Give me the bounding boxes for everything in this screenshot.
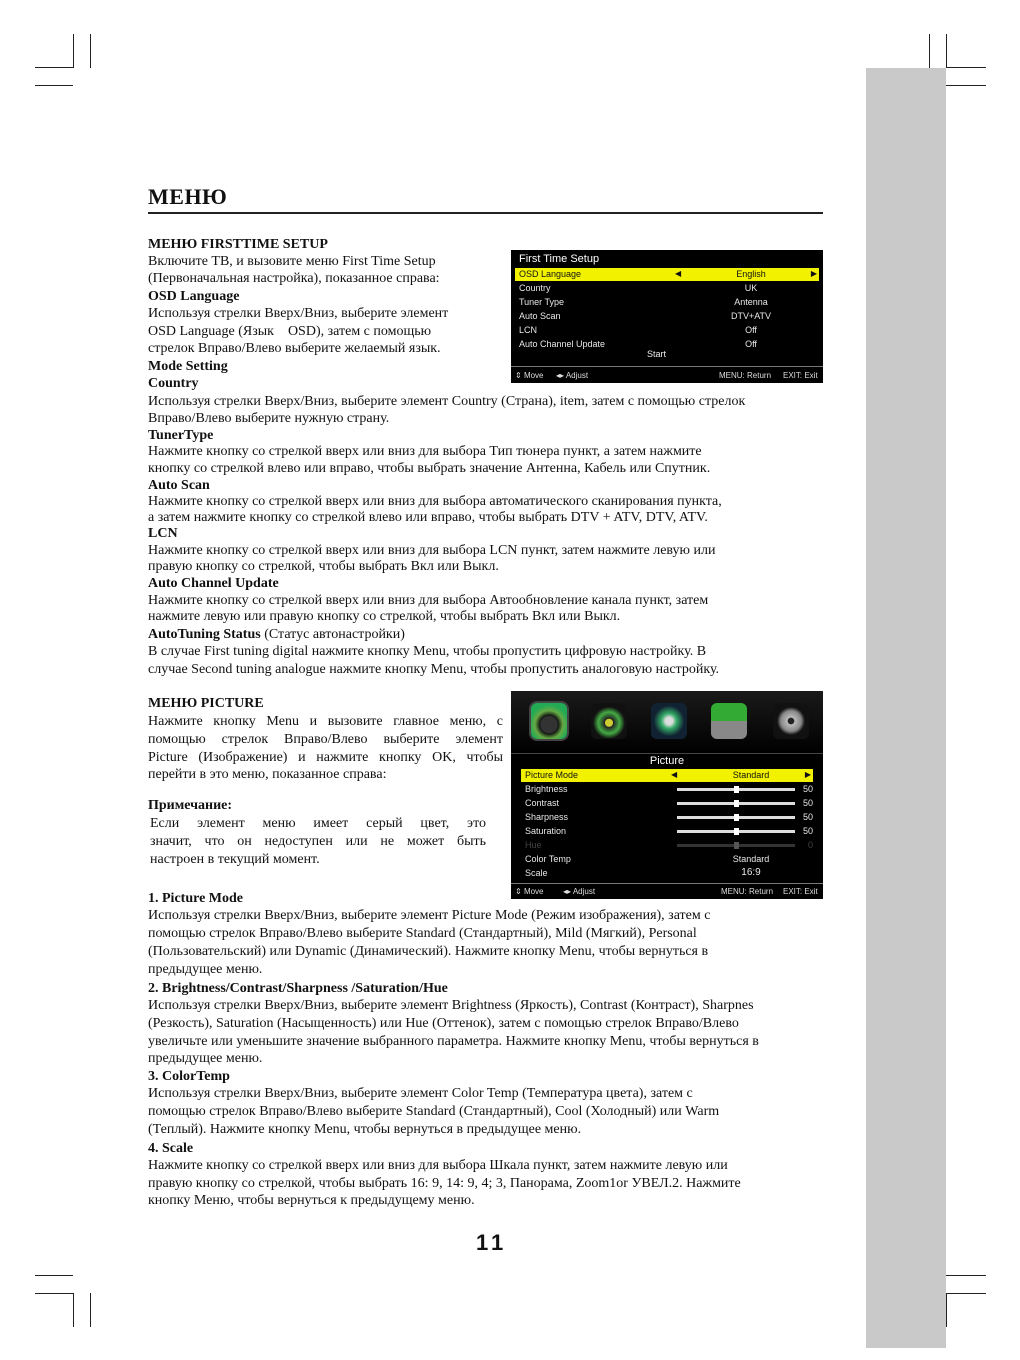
fts-row-label: OSD Language (519, 269, 582, 279)
crop-mark-bl-h2 (35, 1293, 73, 1294)
pic-row-value: Standard (732, 770, 770, 780)
scale-line-3: кнопку Меню, чтобы вернуться к предыдущему меню. (148, 1193, 475, 1208)
auto-scan-line-2: а затем нажмите кнопку со стрелкой влево или вправо, чтобы выбрать DTV + ATV, DTV, ATV. (148, 510, 708, 525)
note-line-3: настроен в текущий момент. (150, 852, 320, 867)
page-number: 11 (476, 1230, 508, 1255)
ats-line-2: случае Second tuning analogue нажмите кнопку Menu, чтобы пропустить аналоговую настройку. (148, 662, 720, 677)
pic-footer-move (515, 887, 544, 896)
pic-row-slider-disabled (521, 839, 813, 852)
fts-heading: МЕНЮ FIRSTTIME SETUP (148, 237, 328, 252)
acu-line-2: нажмите левую или правую кнопку со стрелкой, чтобы выбрать Вкл или Выкл. (148, 609, 621, 624)
pic-row-label: Picture Mode (525, 770, 579, 780)
note-line-2: значит, что он недоступен или не может быть (150, 834, 486, 849)
brightness-line-3: увеличьте или уменьшите значение выбранного параметра. Нажмите кнопку Menu, чтобы вернуться в (148, 1034, 759, 1049)
country-heading: Country (148, 376, 199, 391)
fts-row-value: UK (744, 283, 758, 293)
fts-row-auto-channel-update[interactable] (515, 338, 819, 351)
leftright-arrow-icon: ◂▸ (563, 887, 572, 896)
crop-mark-bl-h (35, 1275, 73, 1276)
tuner-line-2: кнопку со стрелкой влево или вправо, чтобы выбрать значение Антенна, Кабель или Спутник. (148, 461, 711, 476)
pic-row-value: 50 (802, 798, 813, 808)
hue-slider (677, 844, 795, 847)
right-arrow-icon[interactable]: ▶ (804, 770, 811, 779)
sound-menu-icon[interactable] (591, 703, 627, 739)
osd-line-3: стрелок Вправо/Влево выберите желаемый язык. (148, 341, 441, 356)
pic-footer-menu: MENU: Return (721, 887, 774, 896)
fts-screen-title: First Time Setup (519, 253, 600, 265)
note-heading: Примечание: (148, 798, 233, 813)
fts-row-label: Auto Channel Update (519, 339, 606, 349)
pic-row-value: Standard (732, 854, 770, 864)
scale-line-2: правую кнопку со стрелкой, чтобы выбрать 16: 9, 14: 9, 4; 3, Панорама, Zoom1or УВЕЛ.2. Нажмите (148, 1176, 741, 1191)
fts-row-value: Antenna (734, 297, 768, 307)
pic-row-label: Color Temp (525, 854, 571, 864)
footer-move-label: Move (523, 371, 544, 380)
fts-row-value: DTV+ATV (730, 311, 772, 321)
fts-intro-line-1: Включите ТВ, и вызовите меню First Time Setup (148, 254, 436, 269)
page-title: МЕНЮ (148, 184, 228, 209)
pic-row-value: 50 (802, 812, 813, 822)
fts-row-value: English (736, 269, 766, 279)
ats-line-1: В случае First tuning digital нажмите кнопку Menu, чтобы пропустить цифровую настройку. В (148, 644, 707, 659)
crop-mark-tl-v1 (73, 34, 74, 68)
osd-line-1: Используя стрелки Вверх/Вниз, выберите элемент (148, 306, 449, 321)
left-arrow-icon[interactable]: ◀ (671, 770, 678, 779)
slider-knob[interactable] (734, 814, 739, 821)
fts-row-tuner-type[interactable] (515, 296, 819, 309)
note-line-1: Если элемент меню имеет серый цвет, это (150, 816, 486, 831)
auto-scan-line-1: Нажмите кнопку со стрелкой вверх или вниз для выбора автоматического сканирования пункта, (148, 494, 722, 509)
picture-mode-line-3: (Пользовательский) или Dynamic (Динамический). Нажмите кнопку Menu, чтобы вернуться в (148, 944, 709, 959)
osd-language-heading: OSD Language (148, 289, 240, 304)
color-temp-line-3: (Теплый). Нажмите кнопку Menu, чтобы вернуться в предыдущее меню. (148, 1122, 582, 1137)
pic-footer-adjust (563, 887, 595, 896)
pic-row-value: 16:9 (741, 867, 761, 878)
fts-footer-rule (511, 366, 823, 367)
fts-row-osd-language[interactable] (515, 268, 819, 281)
footer-adjust-label: Adjust (565, 371, 589, 380)
fts-screen (511, 250, 823, 383)
brightness-heading: 2. Brightness/Contrast/Sharpness /Saturation/Hue (148, 981, 448, 996)
lock-menu-icon[interactable] (711, 703, 747, 739)
crop-mark-br-v2 (946, 1293, 947, 1327)
ats-heading-line (148, 626, 405, 644)
fts-row-label: LCN (519, 325, 538, 335)
title-rule (148, 212, 823, 214)
setup-menu-icon[interactable] (773, 703, 809, 739)
leftright-arrow-icon: ◂▸ (556, 371, 565, 380)
fts-row-lcn[interactable] (515, 324, 819, 337)
contrast-slider[interactable] (677, 802, 795, 805)
acu-heading: Auto Channel Update (148, 576, 279, 591)
pic-row-scale[interactable] (521, 867, 813, 880)
picture-mode-heading: 1. Picture Mode (148, 891, 243, 906)
footer-move-label: Move (523, 887, 544, 896)
crop-mark-tr-h2 (946, 85, 986, 86)
pic-row-label: Scale (525, 868, 548, 878)
crop-mark-tl-v2 (90, 34, 91, 68)
updown-arrow-icon: ⇕ (515, 371, 522, 380)
picture-menu-icon[interactable] (531, 703, 567, 739)
color-temp-line-1: Используя стрелки Вверх/Вниз, выберите элемент Color Temp (Температура цвета), затем с (148, 1086, 693, 1101)
slider-knob (734, 842, 739, 849)
pic-row-value: 50 (802, 826, 813, 836)
fts-footer-adjust (556, 371, 588, 380)
fts-footer-exit: EXIT: Exit (783, 371, 818, 380)
pic-row-label: Contrast (525, 798, 560, 808)
pic-row-label: Brightness (525, 784, 568, 794)
crop-mark-tr-h (946, 67, 986, 68)
mode-setting-heading: Mode Setting (148, 359, 228, 374)
country-line-2: Вправо/Влево выберите нужную страну. (148, 411, 390, 426)
tuner-line-1: Нажмите кнопку со стрелкой вверх или вниз для выбора Тип тюнера пункт, а затем нажмите (148, 444, 702, 459)
picture-intro-2: помощью стрелок Вправо/Влево выберите элемент (148, 732, 503, 747)
pic-row-color-temp[interactable] (521, 853, 813, 866)
pic-row-label: Saturation (525, 826, 567, 836)
picture-intro-4: перейти в это меню, показанное справа: (148, 767, 387, 782)
picture-mode-line-4: предыдущее меню. (148, 962, 263, 977)
right-arrow-icon[interactable]: ▶ (810, 269, 817, 278)
fts-intro-line-2: (Первоначальная настройка), показанное справа: (148, 271, 440, 286)
tuner-type-heading: TunerType (148, 428, 214, 443)
slider-knob[interactable] (734, 800, 739, 807)
picture-intro-3: Picture (Изображение) и нажмите кнопку OK, чтобы (148, 750, 503, 765)
crop-mark-bl-v2 (90, 1293, 91, 1327)
slider-knob[interactable] (734, 786, 739, 793)
scale-heading: 4. Scale (148, 1141, 194, 1156)
fts-row-country[interactable] (515, 282, 819, 295)
ats-heading: AutoTuning Status (148, 627, 261, 642)
color-temp-line-2: помощью стрелок Вправо/Влево выберите Standard (Стандартный), Cool (Холодный) или Warm (148, 1104, 720, 1119)
crop-mark-br-h (946, 1275, 986, 1276)
crop-mark-bl-v1 (73, 1293, 74, 1327)
fts-row-value: Off (745, 325, 757, 335)
acu-line-1: Нажмите кнопку со стрелкой вверх или вниз для выбора Автообновление канала пункт, затем (148, 593, 709, 608)
ats-heading-rest: (Статус автонастройки) (260, 627, 405, 642)
pic-footer-exit: EXIT: Exit (783, 887, 818, 896)
osd-line-2: OSD Language (Язык OSD), затем с помощью (148, 324, 432, 339)
fts-start-button[interactable]: Start (647, 349, 667, 359)
picture-mode-line-1: Используя стрелки Вверх/Вниз, выберите элемент Picture Mode (Режим изображения), затем с (148, 908, 711, 923)
color-temp-heading: 3. ColorTemp (148, 1069, 230, 1084)
picture-intro-1: Нажмите кнопку Menu и вызовите главное меню, с (148, 714, 503, 729)
crop-mark-tl-h (35, 67, 73, 68)
lcn-line-2: правую кнопку со стрелкой, чтобы выбрать Вкл или Выкл. (148, 559, 499, 574)
fts-footer-move (515, 371, 544, 380)
pic-row-label: Sharpness (525, 812, 569, 822)
fts-row-value: Off (745, 339, 757, 349)
fts-row-label: Country (519, 283, 551, 293)
auto-scan-heading: Auto Scan (148, 478, 210, 493)
slider-knob[interactable] (734, 828, 739, 835)
side-gray-bar (866, 68, 946, 1348)
brightness-line-2: (Резкость), Saturation (Насыщенность) или Hue (Оттенок), затем с помощью стрелок Вправо/Влево (148, 1016, 739, 1031)
saturation-slider[interactable] (677, 830, 795, 833)
pic-row-slider[interactable] (521, 783, 813, 796)
picture-mode-line-2: помощью стрелок Вправо/Влево выберите Standard (Стандартный), Mild (Мягкий), Personal (148, 926, 697, 941)
pic-row-slider[interactable] (521, 797, 813, 810)
crop-mark-tr-v1 (929, 34, 930, 68)
pic-row-label: Hue (525, 840, 542, 850)
crop-mark-tl-h2 (35, 85, 73, 86)
pic-row-value: 0 (807, 840, 813, 850)
country-line-1: Используя стрелки Вверх/Вниз, выберите элемент Country (Страна), item, затем с помощью стрелок (148, 394, 746, 409)
pic-row-picture-mode[interactable] (521, 769, 813, 782)
pic-footer-rule (511, 883, 823, 884)
scale-line-1: Нажмите кнопку со стрелкой вверх или вниз для выбора Шкала пункт, затем нажмите левую или (148, 1158, 728, 1173)
footer-adjust-label: Adjust (572, 887, 596, 896)
picture-icon-strip (511, 691, 823, 753)
lcn-heading: LCN (148, 526, 178, 541)
fts-row-label: Tuner Type (519, 297, 565, 307)
crop-mark-br-h2 (946, 1293, 986, 1294)
picture-screen (511, 691, 823, 899)
sharpness-slider[interactable] (677, 816, 795, 819)
brightness-line-1: Используя стрелки Вверх/Вниз, выберите элемент Brightness (Яркость), Contrast (Контраст), Sharpnes (148, 998, 754, 1013)
updown-arrow-icon: ⇕ (515, 887, 522, 896)
fts-footer-menu: MENU: Return (719, 371, 772, 380)
fts-row-auto-scan[interactable] (515, 310, 819, 323)
brightness-line-4: предыдущее меню. (148, 1051, 263, 1066)
pic-row-slider[interactable] (521, 811, 813, 824)
lcn-line-1: Нажмите кнопку со стрелкой вверх или вниз для выбора LCN пункт, затем нажмите левую или (148, 543, 716, 558)
picture-screen-title: Picture (649, 755, 685, 767)
picture-title-rule (511, 753, 823, 754)
fts-row-label: Auto Scan (519, 311, 561, 321)
pic-row-value: 50 (802, 784, 813, 794)
brightness-slider[interactable] (677, 788, 795, 791)
picture-heading: МЕНЮ PICTURE (148, 696, 264, 711)
pic-row-slider[interactable] (521, 825, 813, 838)
crop-mark-tr-v2 (946, 34, 947, 68)
left-arrow-icon[interactable]: ◀ (675, 269, 682, 278)
channel-menu-icon[interactable] (651, 703, 687, 739)
